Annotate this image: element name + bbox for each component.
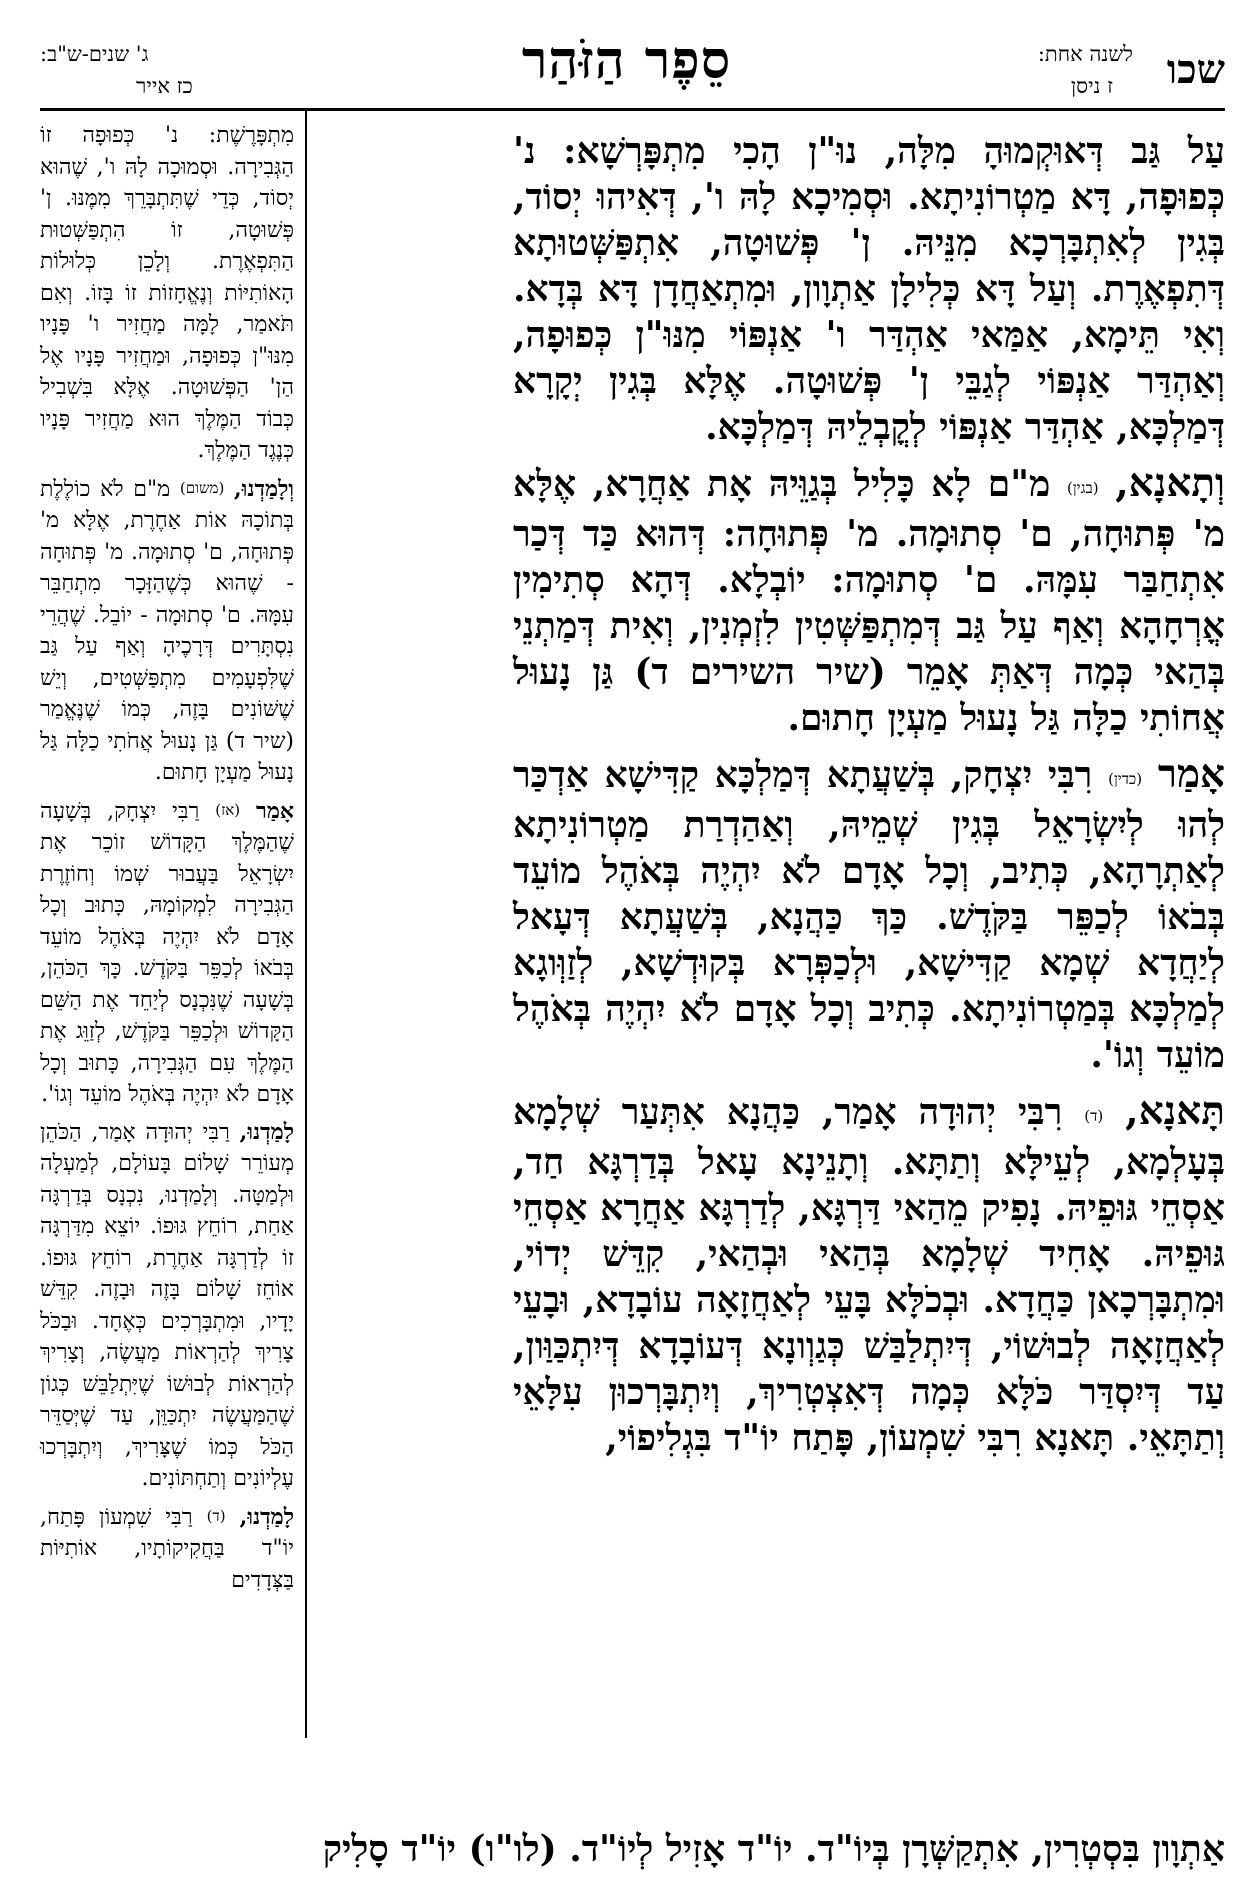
translation-column — [40, 120, 294, 1602]
paragraph-opening-word: תָּאנָא, — [1125, 1088, 1225, 1134]
translation-paragraph-text: מ"ם לֹא כוֹלֶלֶת בְּתוֹכָהּ אוֹת אַחֶרֶת, אֶלָּא מ' פְּתוּחָה, ם' סְתוּמָה. מ' פְּתוּחָה - שֶׁהוּא כְּשֶׁהַזָּכָר מִתְחַבֵּר עִמָּהּ. ם' סְתוּמָה - יוֹבֵל. שֶׁהֲרֵי נִסְתָּרִים דְּרָכֶיהָ וְאַף עַל גַּב שֶׁלִּפְעָמִים מִתְפַּשְּׁטִים, וְיֵשׁ שֶׁשּׁוֹנִים בָּזֶה, כְּמוֹ שֶׁנֶּאֱמַר (שיר ד) גַּן נָעוּל אֲחֹתִי כַלָּה גַּל נָעוּל מַעְיָן חָתוּם. — [40, 476, 294, 785]
translation-paragraph-text: רַבִּי יִצְחָק, בְּשָׁעָה שֶׁהַמֶּלֶךְ הַקָּדוֹשׁ זוֹכֵר אֶת יִשְׂרָאֵל בַּעֲבוּר שְׁמוֹ וְחוֹזֶרֶת הַגְּבִירָה לִמְקוֹמָהּ, כָּתוּב וְכָל אָדָם לֹא יִהְיֶה בְּאֹהֶל מוֹעֵד בְּבֹאוֹ לְכַפֵּר בַּקֹּדֶשׁ. כָּךְ הַכֹּהֵן, בְּשָׁעָה שֶׁנִּכְנָס לְיַחֵד אֶת הַשֵּׁם הַקָּדוֹשׁ וּלְכַפֵּר בַּקֹּדֶשׁ, לְזַוֵּג אֶת הַמֶּלֶךְ עִם הַגְּבִירָה, כָּתוּב וְכָל אָדָם לֹא יִהְיֶה בְּאֹהֶל מוֹעֵד וְגוֹ'. — [40, 798, 294, 1107]
translation-paragraph-text: רַבִּי שִׁמְעוֹן פָּתַח, יוֹ"ד בַּחֲקִיקוֹתָיו, אוֹתִיּוֹת בַּצְּדָדִים — [40, 1504, 294, 1593]
cycle-schedule-label: ג' שנים-ש"ב: — [40, 42, 149, 66]
marginal-reference: (משום) — [179, 478, 225, 497]
marginal-reference: (ד) — [1084, 1107, 1104, 1125]
translation-paragraph-5 — [40, 1501, 294, 1597]
main-paragraph-1 — [513, 128, 1225, 450]
marginal-reference: (ד) — [206, 1506, 226, 1525]
study-schedule-label: לשנה אחת: — [1037, 42, 1133, 66]
main-paragraph-4 — [513, 1088, 1225, 1461]
header-rule — [40, 108, 1225, 111]
column-divider — [305, 108, 307, 1738]
main-paragraph-text: רִבִּי יִצְחָק, בְּשַׁעֲתָא דְּמַלְכָּא קַדִּישָׁא אַדְכַּר לְהוּ לְיִשְׂרָאֵל בְּגִין שְׁמֵיהּ, וְאַהַדְרַת מַטְרוֹנִיתָא לְאַתְרָהָא, כְּתִיב, וְכָל אָדָם לֹא יִהְיֶה בְּאֹהֶל מוֹעֵד בְּבֹאוֹ לְכַפֵּר בַּקֹּדֶשׁ. כַּךְ כַּהֲנָא, בְּשַׁעֲתָא דְּעָאל לְיַחֲדָא שְׁמָא קַדִּישָׁא, וּלְכַפְּרָא בְּקוּדְשָׁא, לְזַוְּוגָא לְמַלְכָּא בְּמַטְרוֹנִיתָא. כְּתִיב וְכָל אָדָם לֹא יִהְיֶה בְּאֹהֶל מוֹעֵד וְגוֹ'. — [513, 754, 1225, 1076]
translation-paragraph-2 — [40, 473, 294, 789]
marginal-reference: (כדין) — [1108, 770, 1143, 788]
main-paragraph-text: מ"ם לָא כָּלִיל בְּגַוֵּיהּ אָת אַחֲרָא, אֶלָּא מ' פְּתוּחָה, ם' סְתוּמָה. מ' פְּתוּחָה: דְּהוּא כַּד דְּכַר אִתְחַבַּר עִמָּהּ. ם' סְתוּמָה: יוֹבְלָא. דְּהָא סְתִימִין אֳרְחָהָא וְאַף עַל גַּב דְּמִתְפַּשְּׁטִין לִזְמְנִין, וְאִית דְּמַתְנֵי בְּהַאי כְּמָה דְּאַתְּ אָמֵר (שיר השירים ד) גַּן נָעוּל אֲחוֹתִי כַלָּה גַּל נָעוּל מַעְיָן חָתוּם. — [513, 463, 1225, 739]
main-column — [513, 128, 1225, 1471]
main-paragraph-3 — [513, 751, 1225, 1078]
main-paragraph-text: עַל גַּב דְּאוּקְמוּהָ מִלָּה, נוּ"ן הָכִי מִתְפָּרְשָׁא: נ' כְּפוּפָה, דָּא מַטְרוֹנִיתָא. וּסְמִיכָא לָהּ ו', דְּאִיהוּ יְסוֹד, בְּגִין לְאִתְבָּרְכָא מִנֵּיהּ. ן' פְּשׁוּטָה, אִתְפַּשְּׁטוּתָא דְּתִפְאֶרֶת. וְעַל דָּא כְּלִילָן אַתְוָון, וּמִתְאַחֲדָן דָּא בְּדָא. וְאִי תֵּימָא, אַמַּאי אַהְדַּר ו' אַנְפּוֹי מִנּוּ"ן כְּפוּפָה, וְאַהְדַּר אַנְפּוֹי לְגַבֵּי ן' פְּשׁוּטָה. אֶלָּא בְּגִין יְקָרָא דְּמַלְכָּא, אַהְדַּר אַנְפּוֹי לְקֳבְלֵיהּ דְּמַלְכָּא. — [513, 130, 1225, 448]
header-left — [40, 42, 300, 112]
page-number: שכו — [1166, 46, 1225, 93]
main-paragraph-text: רִבִּי יְהוּדָה אָמַר, כַּהֲנָא אִתְּעַר שְׁלָמָא בְּעָלְמָא, לְעֵילָּא וְתַתָּא. וְתָנֵינָא עָאל בְּדַרְגָּא חַד, אַסְחֵי גּוּפֵיהּ. נָפִיק מֵהַאי דַּרְגָּא, לְדַרְגָּא אַחֲרָא אַסְחֵי גּוּפֵיהּ. אָחִיד שְׁלָמָא בְּהַאי וּבְהַאי, קִדֵּשׁ יְדוֹי, וּמִתְבָּרְכָאן כַּחֲדָא. וּבְכֹלָּא בָּעֵי לְאַחֲזָאָה עוֹבָדָא, וּבָעֵי לְאַחֲזָאָה לְבוּשׁוֹי, דְּיִתְלַבַּשׁ כְּגַוְונָא דְּעוֹבָדָא דְּיִתְכַּוַּון, עַד דְּיִסְדַּר כֹּלָּא כְּמָה דְּאִצְטְרִיךְ, וְיִתְבָּרְכוּן עִלָּאֵי וְתַתָּאֵי. תָּאנָא רִבִּי שִׁמְעוֹן, פָּתַח יוֹ"ד בִּגְלִיפוֹי, — [513, 1091, 1225, 1459]
continuation-line: אַתְוָון בִּסְטְרִין, אִתְקַשְּׁרָן בְּיוֹ"ד. יוֹ"ד אָזִיל לְיוֹ"ד. (לו"ו) יוֹ"ד סָלִיק — [322, 1828, 1225, 1870]
translation-paragraph-text: רַבִּי יְהוּדָה אָמַר, הַכֹּהֵן מְעוֹרֵר שָׁלוֹם בָּעוֹלָם, לְמַעְלָה וּלְמַטָּה. וְלָמַדְנוּ, נִכְנָס בְּדַרְגָּה אַחַת, רוֹחֵץ גּוּפוֹ. יוֹצֵא מִדַּרְגָּה זוֹ לְדַרְגָּה אַחֶרֶת, רוֹחֵץ גּוּפוֹ. אוֹחֵז שָׁלוֹם בָּזֶה וּבָזֶה. קִדֵּשׁ יָדָיו, וּמִתְבָּרְכִים כְּאֶחָד. וּבַכֹּל צָרִיךְ לְהַרְאוֹת מַעֲשֶׂה, וְצָרִיךְ לְהַרְאוֹת לְבוּשׁוֹ שֶׁיִּתְלַבֵּשׁ כְּגוֹן שֶׁהַמַּעֲשֶׂה יִתְכַּוֵּן, עַד שֶׁיְּסַדֵּר הַכֹּל כְּמוֹ שֶׁצָּרִיךְ, וְיִתְבָּרְכוּ עֶלְיוֹנִים וְתַחְתּוֹנִים. — [40, 1119, 294, 1491]
book-title: סֵפֶר הַזֹּהַר — [521, 30, 732, 91]
paragraph-opening-word: לָמַדְנוּ, — [239, 1503, 295, 1530]
study-schedule-date: ז ניסן — [1070, 74, 1113, 98]
translation-paragraph-text: מִתְפָּרֶשֶׁת: נ' כְּפוּפָה זוֹ הַגְּבִירָה. וּסְמוּכָה לָהּ ו', שֶׁהוּא יְסוֹד, כְּדֵי שֶׁתִּתְבָּרֵךְ מִמֶּנּוּ. ן' פְּשׁוּטָה, זוֹ הִתְפַּשְּׁטוּת הַתִּפְאֶרֶת. וְלָכֵן כְּלוּלוֹת הָאוֹתִיּוֹת וְנֶאֱחָזוֹת זוֹ בָּזוֹ. וְאִם תֹּאמַר, לָמָּה מַחֲזִיר ו' פָּנָיו מִנּוּ"ן כְּפוּפָה, וּמַחֲזִיר פָּנָיו אֶל הַן' הַפְּשׁוּטָה. אֶלָּא בִּשְׁבִיל כְּבוֹד הַמֶּלֶךְ הוּא מַחֲזִיר פָּנָיו כְּנֶגֶד הַמֶּלֶךְ. — [40, 123, 294, 463]
cycle-schedule-date: כז אייר — [136, 74, 193, 98]
paragraph-opening-word: אָמַר — [256, 797, 295, 824]
marginal-reference: (בגין) — [1066, 479, 1099, 497]
translation-paragraph-4 — [40, 1117, 294, 1495]
paragraph-opening-word: אָמַר — [1157, 751, 1225, 797]
paragraph-opening-word: וְתָאנָא, — [1115, 460, 1225, 506]
paragraph-opening-word: לָמַדְנוּ, — [239, 1118, 295, 1145]
paragraph-opening-word: וְלָמַדְנוּ, — [234, 475, 295, 502]
marginal-reference: (אז) — [215, 800, 241, 819]
main-paragraph-2 — [513, 460, 1225, 741]
translation-paragraph-3 — [40, 795, 294, 1111]
translation-paragraph-1 — [40, 120, 294, 467]
